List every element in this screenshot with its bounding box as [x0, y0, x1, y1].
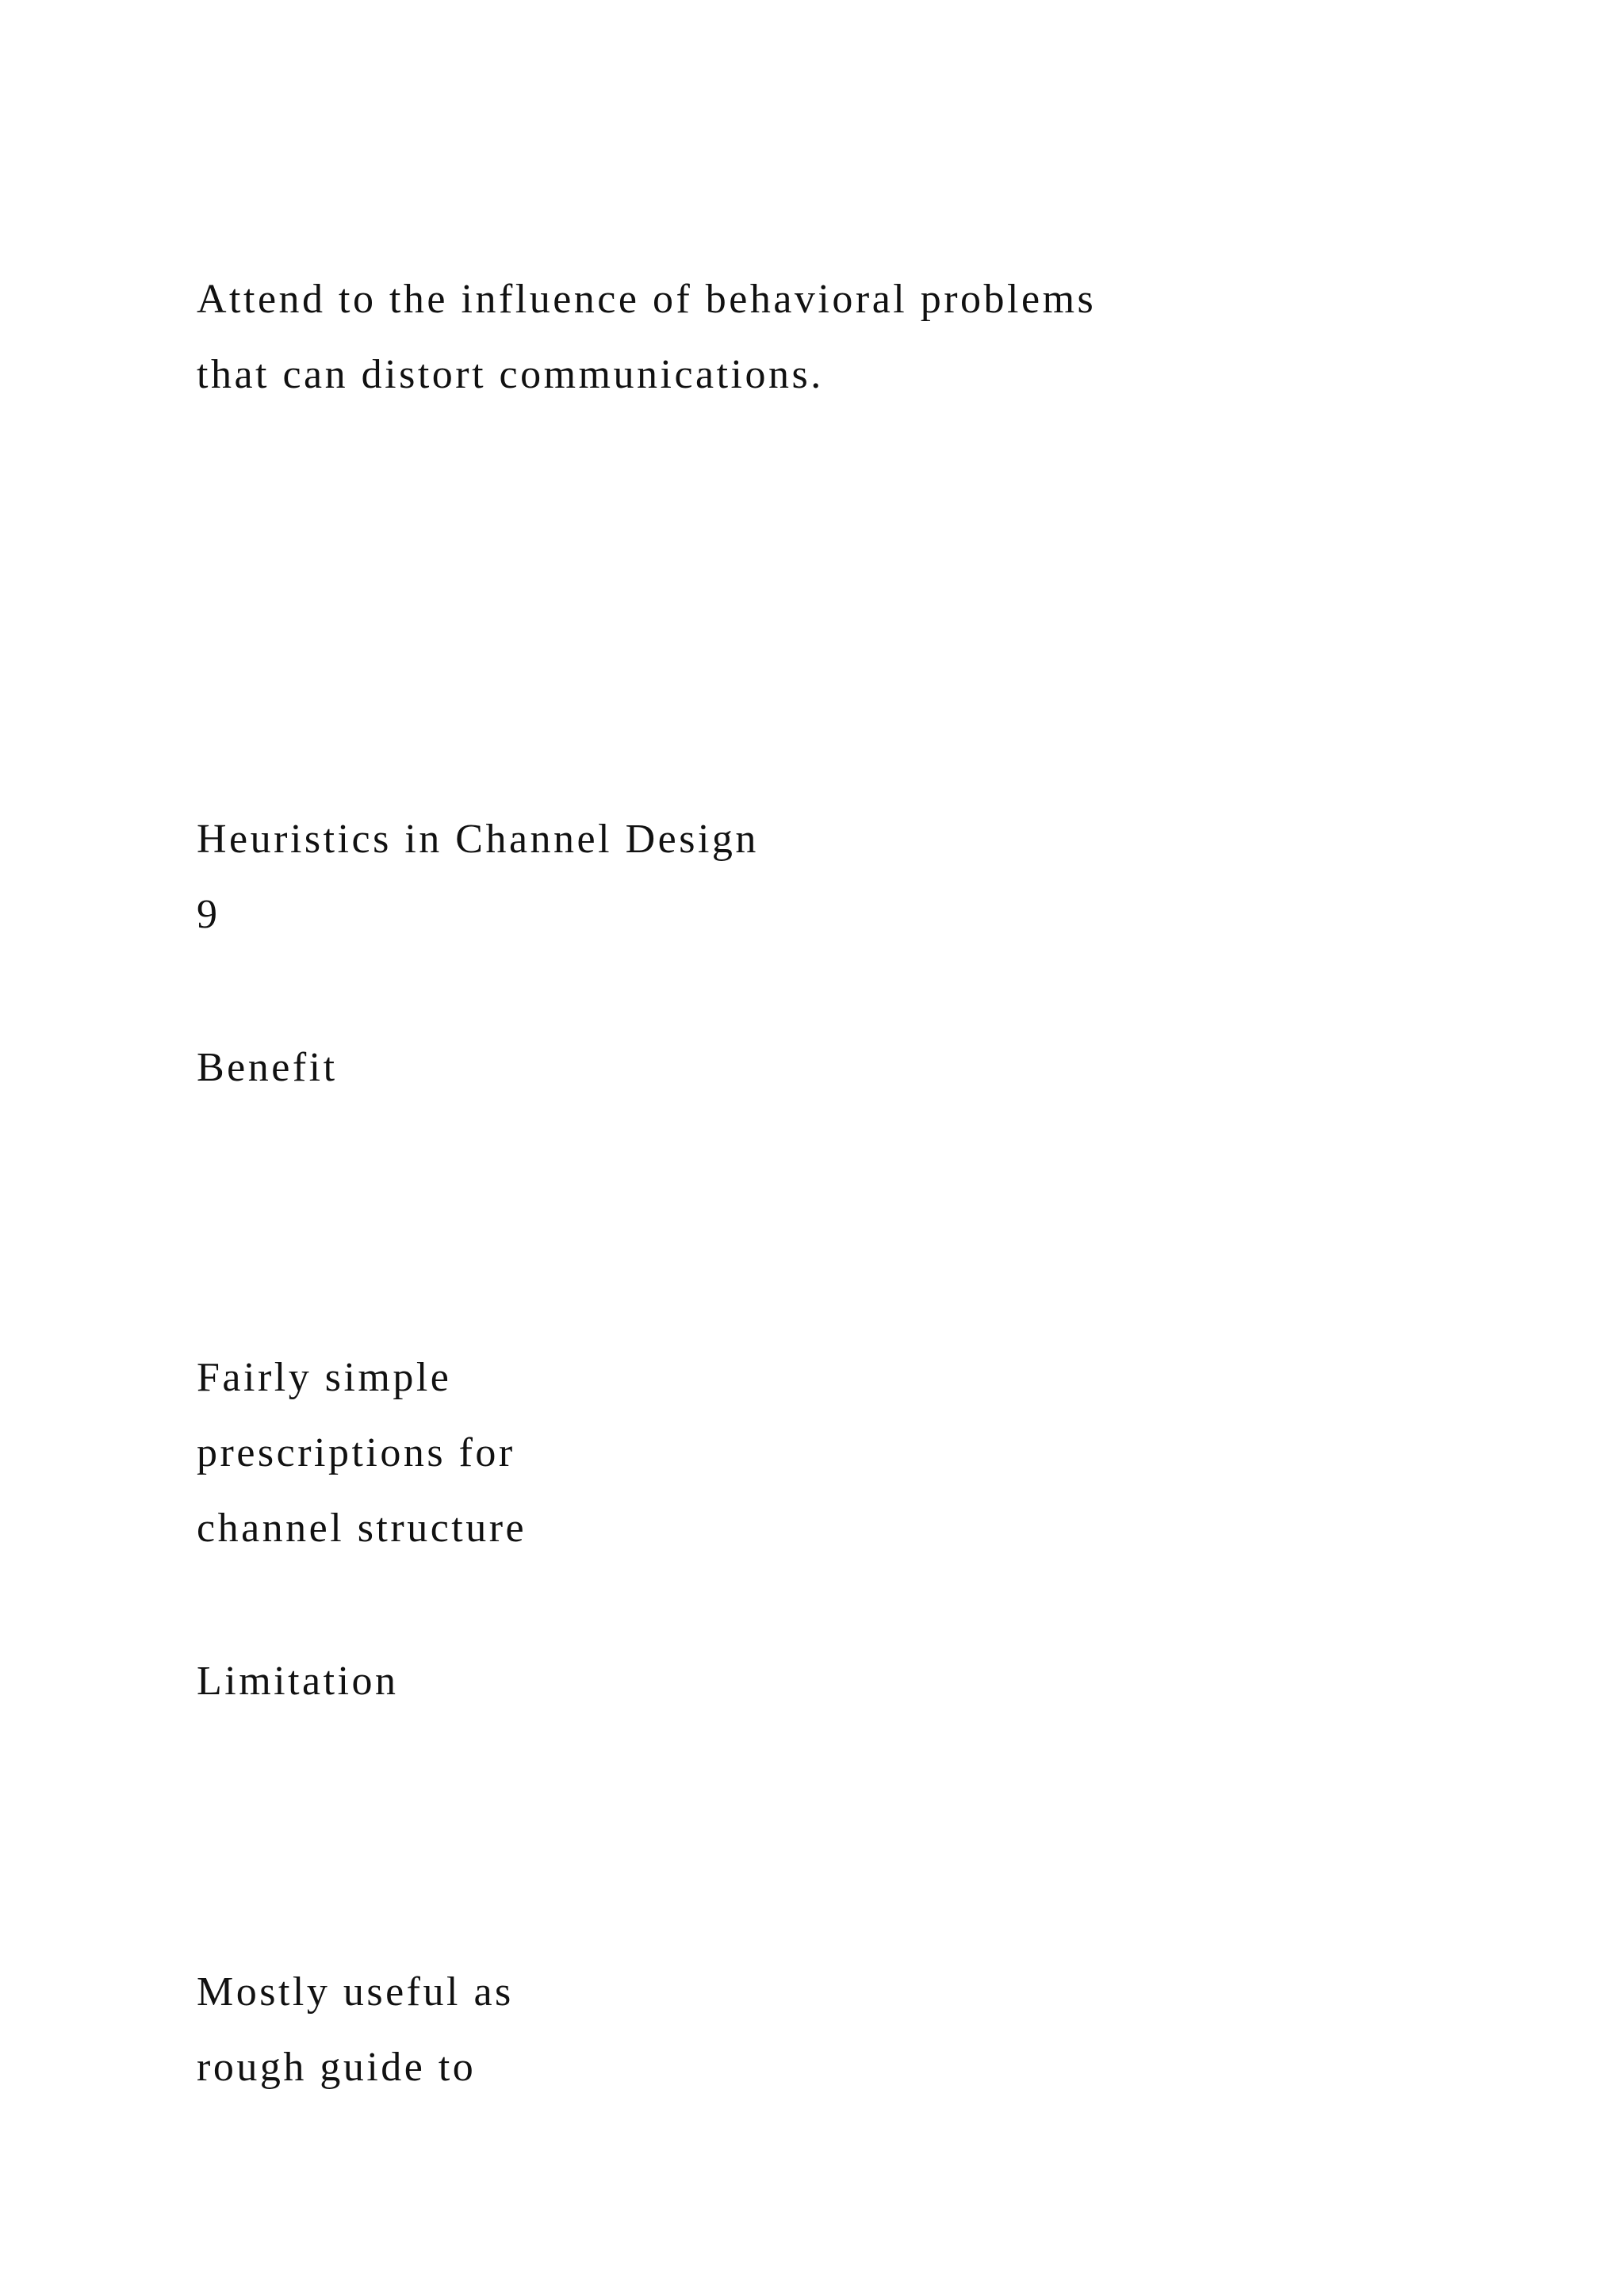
page-number: 9 — [197, 892, 220, 937]
limitation-text-line: Mostly useful as — [197, 1969, 514, 2015]
limitation-label: Limitation — [197, 1659, 399, 1704]
paragraph-line: that can distort communications. — [197, 352, 824, 397]
paragraph-line: Attend to the influence of behavioral problems — [197, 277, 1097, 322]
benefit-text-line: Fairly simple — [197, 1355, 452, 1400]
section-heading: Heuristics in Channel Design — [197, 817, 759, 862]
benefit-text-line: prescriptions for — [197, 1430, 515, 1475]
benefit-text-line: channel structure — [197, 1506, 527, 1551]
benefit-label: Benefit — [197, 1045, 338, 1090]
limitation-text-line: rough guide to — [197, 2045, 477, 2090]
